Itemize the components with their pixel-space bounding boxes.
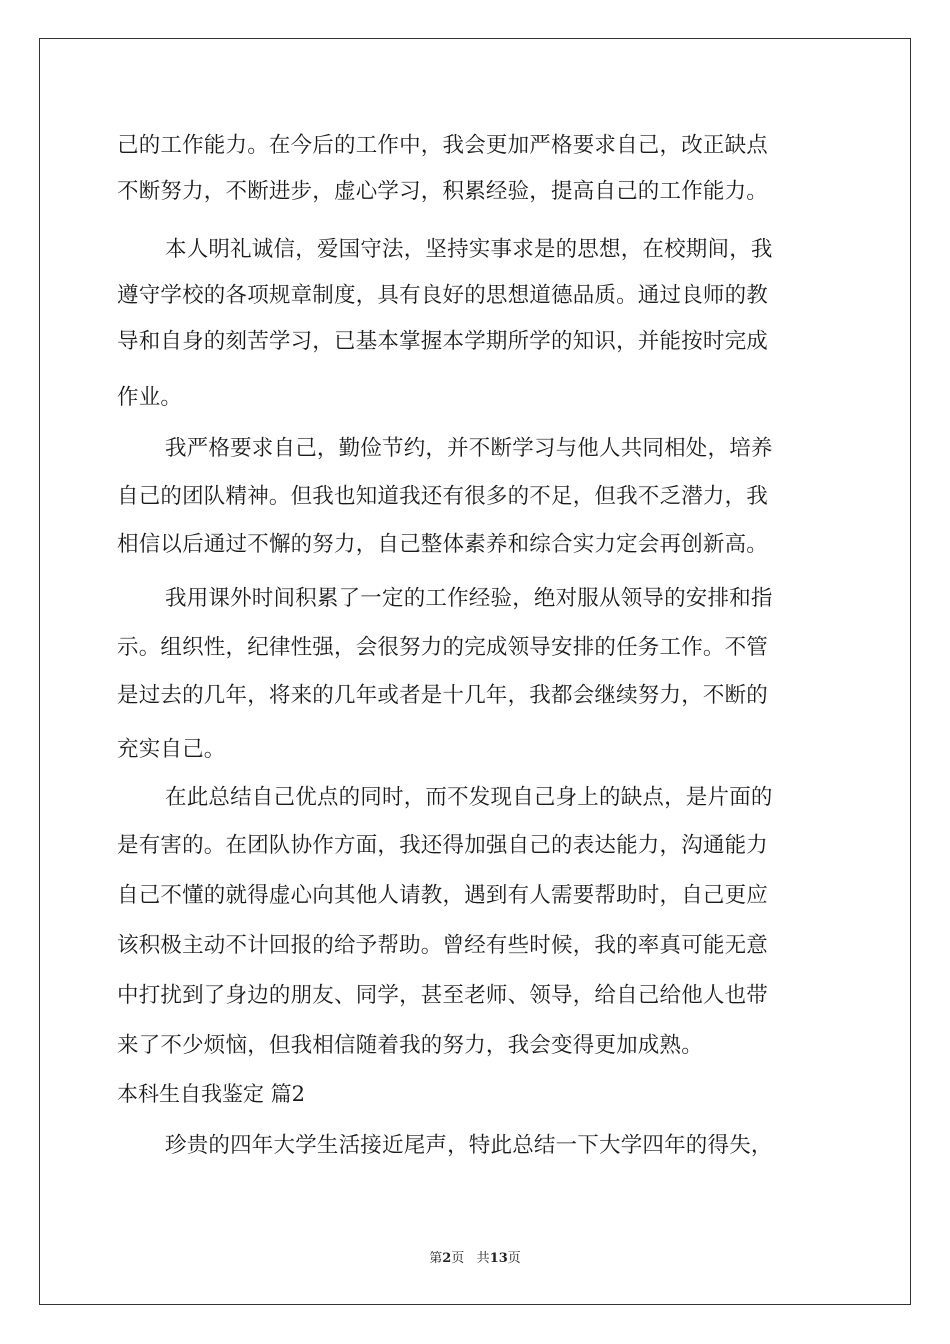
body-line: 不断努力，不断进步，虚心学习，积累经验，提高自己的工作能力。: [117, 179, 769, 204]
total-page-count: 13: [489, 1251, 508, 1266]
page-footer: [0, 1247, 950, 1266]
body-line: 中打扰到了身边的朋友、同学，甚至老师、领导，给自己给他人也带: [117, 983, 769, 1008]
body-line: 来了不少烦恼，但我相信随着我的努力，我会变得更加成熟。: [117, 1033, 703, 1058]
current-page-number: 2: [442, 1251, 452, 1266]
total-label-prefix: 共: [476, 1251, 490, 1266]
body-line: 该积极主动不计回报的给予帮助。曾经有些时候，我的率真可能无意: [117, 933, 769, 958]
body-line: 是有害的。在团队协作方面，我还得加强自己的表达能力，沟通能力: [117, 833, 769, 858]
paragraph-start-line: 本人明礼诚信，爱国守法，坚持实事求是的思想，在校期间，我: [165, 237, 773, 262]
paragraph-start-line: 珍贵的四年大学生活接近尾声，特此总结一下大学四年的得失，: [165, 1133, 773, 1158]
paragraph-start-line: 我严格要求自己，勤俭节约，并不断学习与他人共同相处，培养: [165, 436, 773, 461]
body-line: 是过去的几年，将来的几年或者是十几年，我都会继续努力，不断的: [117, 683, 769, 708]
page-border: [39, 38, 911, 1305]
paragraph-start-line: 在此总结自己优点的同时，而不发现自己身上的缺点，是片面的: [165, 785, 773, 810]
page-label-suffix: 页: [451, 1251, 465, 1266]
body-line: 相信以后通过不懈的努力，自己整体素养和综合实力定会再创新高。: [117, 532, 769, 557]
total-label-suffix: 页: [507, 1251, 521, 1266]
page-label-prefix: 第: [429, 1251, 443, 1266]
body-line: 导和自身的刻苦学习，已基本掌握本学期所学的知识，并能按时完成: [117, 329, 769, 354]
paragraph-start-line: 我用课外时间积累了一定的工作经验，绝对服从领导的安排和指: [165, 586, 773, 611]
body-line: 充实自己。: [117, 737, 226, 762]
body-line: 示。组织性，纪律性强，会很努力的完成领导安排的任务工作。不管: [117, 635, 769, 660]
body-line: 遵守学校的各项规章制度，具有良好的思想道德品质。通过良师的教: [117, 283, 769, 308]
body-line: 自己的团队精神。但我也知道我还有很多的不足，但我不乏潜力，我: [117, 484, 769, 509]
body-line: 自己不懂的就得虚心向其他人请教，遇到有人需要帮助时，自己更应: [117, 883, 769, 908]
body-line: 作业。: [117, 385, 183, 410]
body-line: 己的工作能力。在今后的工作中，我会更加严格要求自己，改正缺点: [117, 133, 769, 158]
section-heading: 本科生自我鉴定 篇2: [117, 1082, 306, 1106]
